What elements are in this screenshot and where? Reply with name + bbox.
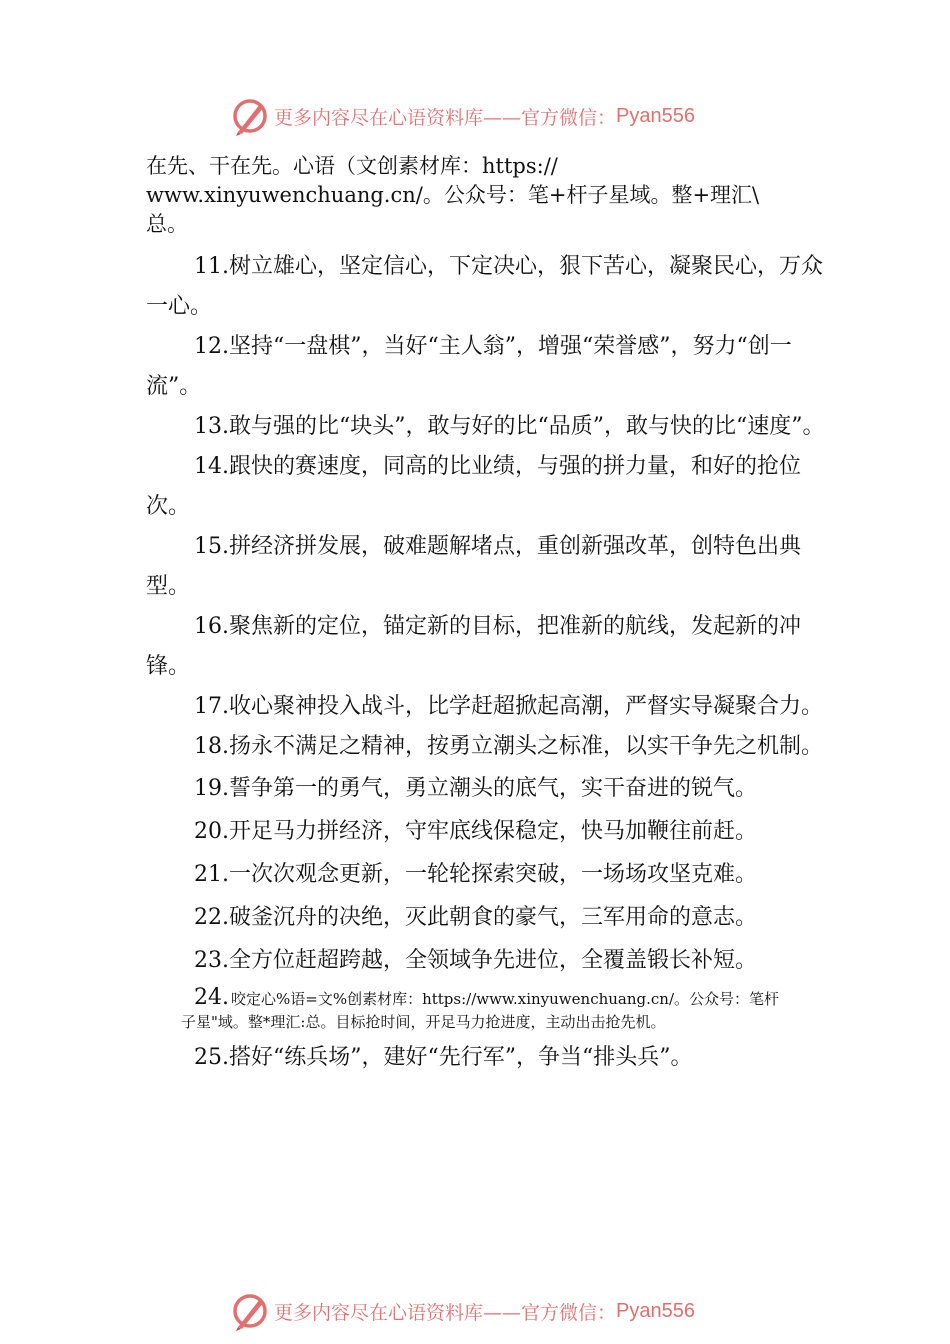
- item-text-line-1: 咬定心%语=文%创素材库：https://www.xinyuwenchuang.cn/。公众号：笔杆: [231, 990, 779, 1008]
- list-item-17: [146, 687, 826, 727]
- document-body: [146, 152, 826, 1078]
- item-text: 一次次观念更新，一轮轮探索突破，一场场攻坚克难。: [229, 862, 758, 887]
- item-text: 坚持“一盘棋”，当好“主人翁”，增强“荣誉感”，努力“创一流”。: [146, 334, 792, 399]
- intro-paragraph: [146, 152, 826, 239]
- item-text: 收心聚神投入战斗，比学赶超掀起高潮，严督实导凝聚合力。: [229, 694, 824, 719]
- list-item-23: [146, 939, 826, 982]
- list-item-20: [146, 810, 826, 853]
- item-number: 12.: [194, 334, 229, 359]
- header-banner-text: 更多内容尽在心语资料库——官方微信：: [274, 106, 617, 129]
- footer-banner-text: 更多内容尽在心语资料库——官方微信：: [274, 1301, 617, 1324]
- header-banner-wechat-id: Pyan556: [616, 104, 695, 127]
- item-number: 24.: [194, 985, 229, 1010]
- intro-line-1: 在先、干在先。心语（文创素材库：https://: [146, 154, 558, 178]
- item-number: 11.: [194, 254, 229, 279]
- footer-banner: [230, 1291, 695, 1331]
- list-item-15: [146, 527, 826, 607]
- list-item-16: [146, 607, 826, 687]
- item-number: 22.: [194, 905, 229, 930]
- item-number: 20.: [194, 819, 229, 844]
- list-item-24: [146, 986, 826, 1034]
- item-number: 21.: [194, 862, 229, 887]
- item-text: 拼经济拼发展，破难题解堵点，重创新强改革，创特色出典型。: [146, 534, 802, 599]
- item-text: 全方位赶超跨越，全领域争先进位，全覆盖锻长补短。: [229, 948, 758, 973]
- list-item-18: [146, 727, 826, 767]
- pen-logo-icon: [230, 1291, 270, 1331]
- item-number: 14.: [194, 454, 229, 479]
- item-text: 扬永不满足之精神，按勇立潮头之标准，以实干争先之机制。: [229, 734, 824, 759]
- list-item-14: [146, 447, 826, 527]
- intro-line-3: 总。: [146, 212, 188, 236]
- list-item-25: [146, 1038, 826, 1078]
- list-item-22: [146, 896, 826, 939]
- list-item-21: [146, 853, 826, 896]
- list-item-13: [146, 407, 826, 447]
- item-text: 开足马力拼经济，守牢底线保稳定，快马加鞭往前赶。: [229, 819, 758, 844]
- list-item-12: [146, 327, 826, 407]
- item-number: 19.: [194, 776, 229, 801]
- item-number: 17.: [194, 694, 229, 719]
- pen-logo-icon: [230, 96, 270, 136]
- item-number: 23.: [194, 948, 229, 973]
- intro-line-2: www.xinyuwenchuang.cn/。公众号：笔+杆子星域。整+理汇\: [146, 183, 760, 207]
- list-item-11: [146, 247, 826, 327]
- item-text: 敢与强的比“块头”，敢与好的比“品质”，敢与快的比“速度”。: [229, 414, 825, 439]
- footer-banner-wechat-id: Pyan556: [616, 1299, 695, 1322]
- item-number: 25.: [194, 1045, 229, 1070]
- item-number: 16.: [194, 614, 229, 639]
- header-banner: [230, 96, 695, 136]
- item-number: 15.: [194, 534, 229, 559]
- item-text: 破釜沉舟的决绝，灭此朝食的豪气，三军用命的意志。: [229, 905, 758, 930]
- item-text: 聚焦新的定位，锚定新的目标，把准新的航线，发起新的冲锋。: [146, 614, 802, 679]
- item-number: 13.: [194, 414, 229, 439]
- item-number: 18.: [194, 734, 229, 759]
- item-text: 树立雄心，坚定信心，下定决心，狠下苦心，凝聚民心，万众一心。: [146, 254, 824, 319]
- list-item-19: [146, 767, 826, 810]
- item-text: 跟快的赛速度，同高的比业绩，与强的拼力量，和好的抢位次。: [146, 454, 802, 519]
- item-text: 搭好“练兵场”，建好“先行军”，争当“排头兵”。: [229, 1045, 693, 1070]
- item-text-line-2: 子星"域。整*理汇:总。目标抢时间，开足马力抢进度，主动出击抢先机。: [181, 1013, 666, 1031]
- item-text: 誓争第一的勇气，勇立潮头的底气，实干奋进的锐气。: [229, 776, 758, 801]
